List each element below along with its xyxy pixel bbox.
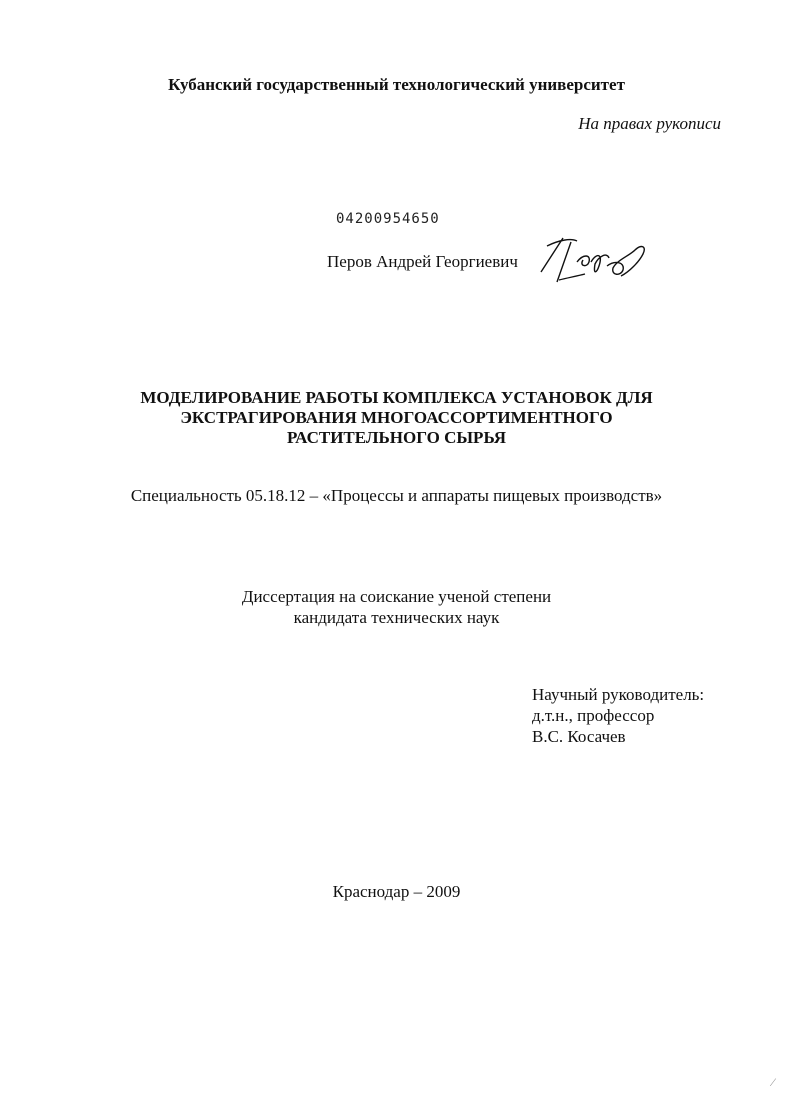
dissertation-title bbox=[0, 388, 793, 448]
city-year: Краснодар – 2009 bbox=[332, 882, 461, 901]
rights-note: На правах рукописи bbox=[578, 114, 721, 133]
degree-line-1: Диссертация на соискание ученой степени bbox=[241, 587, 552, 606]
registration-number: 04200954650 bbox=[336, 211, 440, 227]
author-name: Перов Андрей Георгиевич bbox=[327, 252, 518, 271]
supervisor-block bbox=[532, 684, 704, 747]
title-line-2: ЭКСТРАГИРОВАНИЯ МНОГОАССОРТИМЕНТНОГО bbox=[180, 408, 613, 427]
supervisor-name: В.С. Косачев bbox=[532, 727, 626, 746]
university-name: Кубанский государственный технологический университет bbox=[168, 75, 625, 94]
degree-line-2: кандидата технических наук bbox=[293, 608, 500, 627]
degree-statement bbox=[0, 586, 793, 628]
title-line-3: РАСТИТЕЛЬНОГО СЫРЬЯ bbox=[286, 428, 507, 447]
title-line-1: МОДЕЛИРОВАНИЕ РАБОТЫ КОМПЛЕКСА УСТАНОВОК ДЛЯ bbox=[140, 388, 653, 407]
page-mark: ⁄ bbox=[772, 1075, 775, 1089]
specialty: Специальность 05.18.12 – «Процессы и аппараты пищевых производств» bbox=[130, 486, 663, 505]
supervisor-label: Научный руководитель: bbox=[532, 685, 705, 704]
supervisor-degree: д.т.н., профессор bbox=[532, 706, 655, 725]
handwritten-signature bbox=[537, 232, 657, 290]
